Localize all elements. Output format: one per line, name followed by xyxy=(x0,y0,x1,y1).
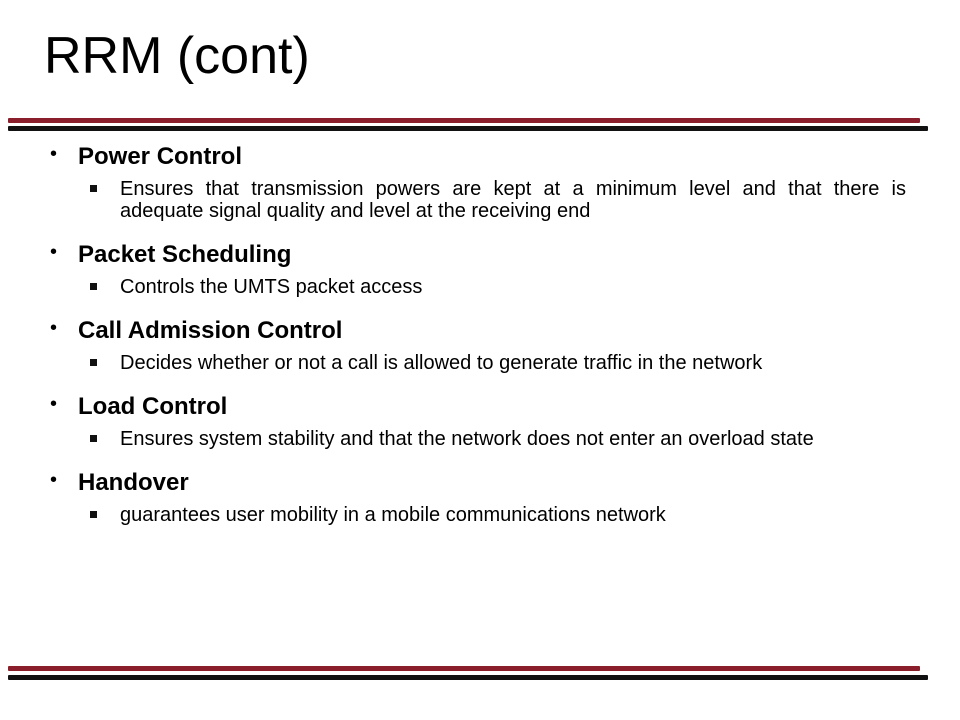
square-bullet-icon xyxy=(90,511,97,518)
bullet-heading: Call Admission Control xyxy=(78,317,343,344)
square-bullet-icon xyxy=(90,359,97,366)
bullet-detail: Ensures system stability and that the network does not enter an overload state xyxy=(120,428,814,450)
list-item-packet-scheduling xyxy=(50,238,906,298)
bullet-dot-icon: • xyxy=(50,241,58,263)
bullet-list xyxy=(0,140,960,526)
bullet-heading: Load Control xyxy=(78,393,228,420)
square-bullet-icon xyxy=(90,283,97,290)
sub-bullet xyxy=(90,352,906,374)
bullet-dot-icon: • xyxy=(50,143,58,165)
sub-bullet xyxy=(90,504,906,526)
sub-bullet xyxy=(90,178,906,222)
title-underline-black xyxy=(8,126,928,131)
bullet-dot-icon: • xyxy=(50,393,58,415)
bullet-detail: Decides whether or not a call is allowed to generate traffic in the network xyxy=(120,352,763,374)
bullet-detail: guarantees user mobility in a mobile communications network xyxy=(120,504,666,526)
bullet-heading: Power Control xyxy=(78,143,243,170)
sub-bullet xyxy=(90,276,906,298)
bullet-detail: Ensures that transmission powers are kept at a minimum level and that there is adequate signal quality and level at the receiving end xyxy=(120,178,906,222)
list-item-call-admission-control xyxy=(50,314,906,374)
bullet-detail: Controls the UMTS packet access xyxy=(120,276,423,298)
bullet-dot-icon: • xyxy=(50,317,58,339)
title-underline-red xyxy=(8,118,920,123)
sub-bullet xyxy=(90,428,906,450)
list-item-load-control xyxy=(50,390,906,450)
footer-rule-red xyxy=(8,666,920,671)
square-bullet-icon xyxy=(90,185,97,192)
bullet-heading: Handover xyxy=(78,469,189,496)
footer-rule-black xyxy=(8,675,928,680)
bullet-heading: Packet Scheduling xyxy=(78,241,292,268)
list-item-power-control xyxy=(50,140,906,222)
bullet-dot-icon: • xyxy=(50,469,58,491)
slide-title: RRM (cont) xyxy=(44,27,310,85)
list-item-handover xyxy=(50,466,906,526)
square-bullet-icon xyxy=(90,435,97,442)
